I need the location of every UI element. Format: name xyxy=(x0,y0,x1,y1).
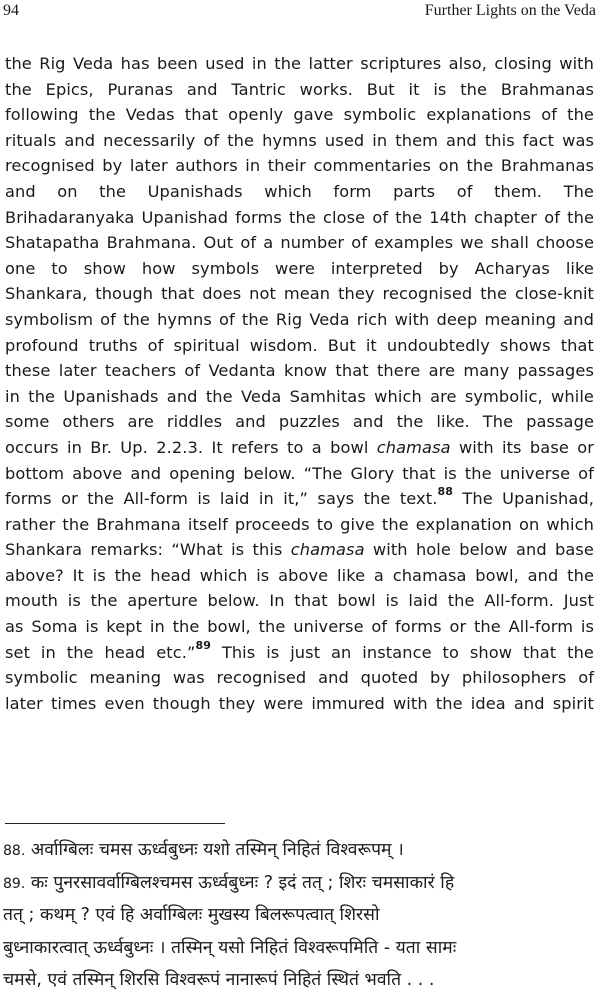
text-line: mouth is the aperture below. In that bowl is laid the All-form. Just xyxy=(5,591,594,611)
text-segment: This is just an instance to show that the xyxy=(210,642,594,662)
footnotes xyxy=(3,834,595,997)
text-line: symbolism of the hymns of the Rig Veda rich with deep meaning and xyxy=(5,309,594,329)
footnote-ref-89[interactable]: 89 xyxy=(195,638,211,652)
text-line: Brihadaranyaka Upanishad forms the close of the 14th chapter of the xyxy=(5,207,594,227)
text-line: profound truths of spiritual wisdom. But it undoubtedly shows that xyxy=(5,335,594,355)
text-segment: Shankara remarks: “What is this xyxy=(5,540,291,560)
text-line: above? It is the head which is above like a chamasa bowl, and the xyxy=(5,565,594,585)
text-segment: The Upanishad, xyxy=(452,489,594,509)
page-header xyxy=(0,0,600,22)
footnote-number: 88. xyxy=(3,843,26,859)
running-title: Further Lights on the Veda xyxy=(424,2,596,19)
footnote-divider xyxy=(5,823,225,824)
text-segment: forms or the All-form is laid in it,” says the text. xyxy=(5,489,438,509)
text-line: Shankara, though that does not mean they recognised the close-knit xyxy=(5,284,594,304)
text-line: one to show how symbols were interpreted by Acharyas like xyxy=(5,258,594,278)
text-line xyxy=(5,435,594,461)
text-line: these later teachers of Vedanta know that there are many passages xyxy=(5,361,594,381)
text-line: following the Vedas that openly gave symbolic explanations of the xyxy=(5,105,594,125)
text-line: rituals and necessarily of the hymns used in them and this fact was xyxy=(5,130,594,150)
text-line: the Epics, Puranas and Tantric works. But it is the Brahmanas xyxy=(5,79,594,99)
footnote-ref-88[interactable]: 88 xyxy=(437,485,453,499)
text-line: rather the Brahmana itself proceeds to give the explanation on which xyxy=(5,514,594,534)
text-segment: set in the head etc.” xyxy=(5,642,196,662)
footnote-text: कः पुनरसावर्वाग्बिलश्चमस ऊर्ध्वबुध्नः ? इदं तत् ; शिरः चमसाकारं हि xyxy=(30,872,455,893)
text-line xyxy=(5,537,594,563)
footnote-text: अर्वाग्बिलः चमस ऊर्ध्वबुध्नः यशो तस्मिन् निहितं विश्वरूपम् । xyxy=(30,840,404,860)
footnote-89-cont: बुध्नाकारत्वात् ऊर्ध्वबुध्नः । तस्मिन् यसो निहितं विश्वरूपमिति - यता सामः xyxy=(3,937,457,958)
body-text xyxy=(5,51,594,716)
footnote-number: 89. xyxy=(3,875,26,892)
text-line: recognised by later authors in their commentaries on the Brahmanas xyxy=(5,156,594,176)
text-line: and on the Upanishads which form parts of them. The xyxy=(5,181,594,201)
text-line: as Soma is kept in the bowl, the universe of forms or the All-form is xyxy=(5,617,594,637)
text-line: some others are riddles and puzzles and the like. The passage xyxy=(5,412,594,432)
footnote-89-cont: तत् ; कथम् ? एवं हि अर्वाग्बिलः मुखस्य बिलरूपत्वात् शिरसो xyxy=(3,905,380,925)
text-line: symbolic meaning was recognised and quoted by philosophers of xyxy=(5,668,594,688)
italic-term: chamasa xyxy=(376,437,451,457)
text-line: later times even though they were immured with the idea and spirit xyxy=(5,693,594,713)
text-line: Shatapatha Brahmana. Out of a number of examples we shall choose xyxy=(5,233,594,253)
text-line xyxy=(5,486,594,512)
footnote-89-cont: चमसे, एवं तस्मिन् शिरसि विश्वरूपं नानारूपं निहितं स्थितं भवति . . . xyxy=(3,970,435,990)
italic-term: chamasa xyxy=(290,540,365,560)
text-segment: with hole below and base xyxy=(364,540,594,560)
text-line: in the Upanishads and the Veda Samhitas which are symbolic, while xyxy=(5,386,594,406)
text-segment: with its base or xyxy=(450,437,594,457)
text-line: bottom above and opening below. “The Glory that is the universe of xyxy=(5,463,594,483)
footnote-89 xyxy=(3,867,595,900)
text-line: the Rig Veda has been used in the latter scriptures also, closing with xyxy=(5,54,594,73)
footnote-88 xyxy=(3,834,595,867)
text-line xyxy=(5,640,594,666)
page-number: 94 xyxy=(3,2,19,19)
text-segment: occurs in Br. Up. 2.2.3. It refers to a bowl xyxy=(5,437,377,457)
